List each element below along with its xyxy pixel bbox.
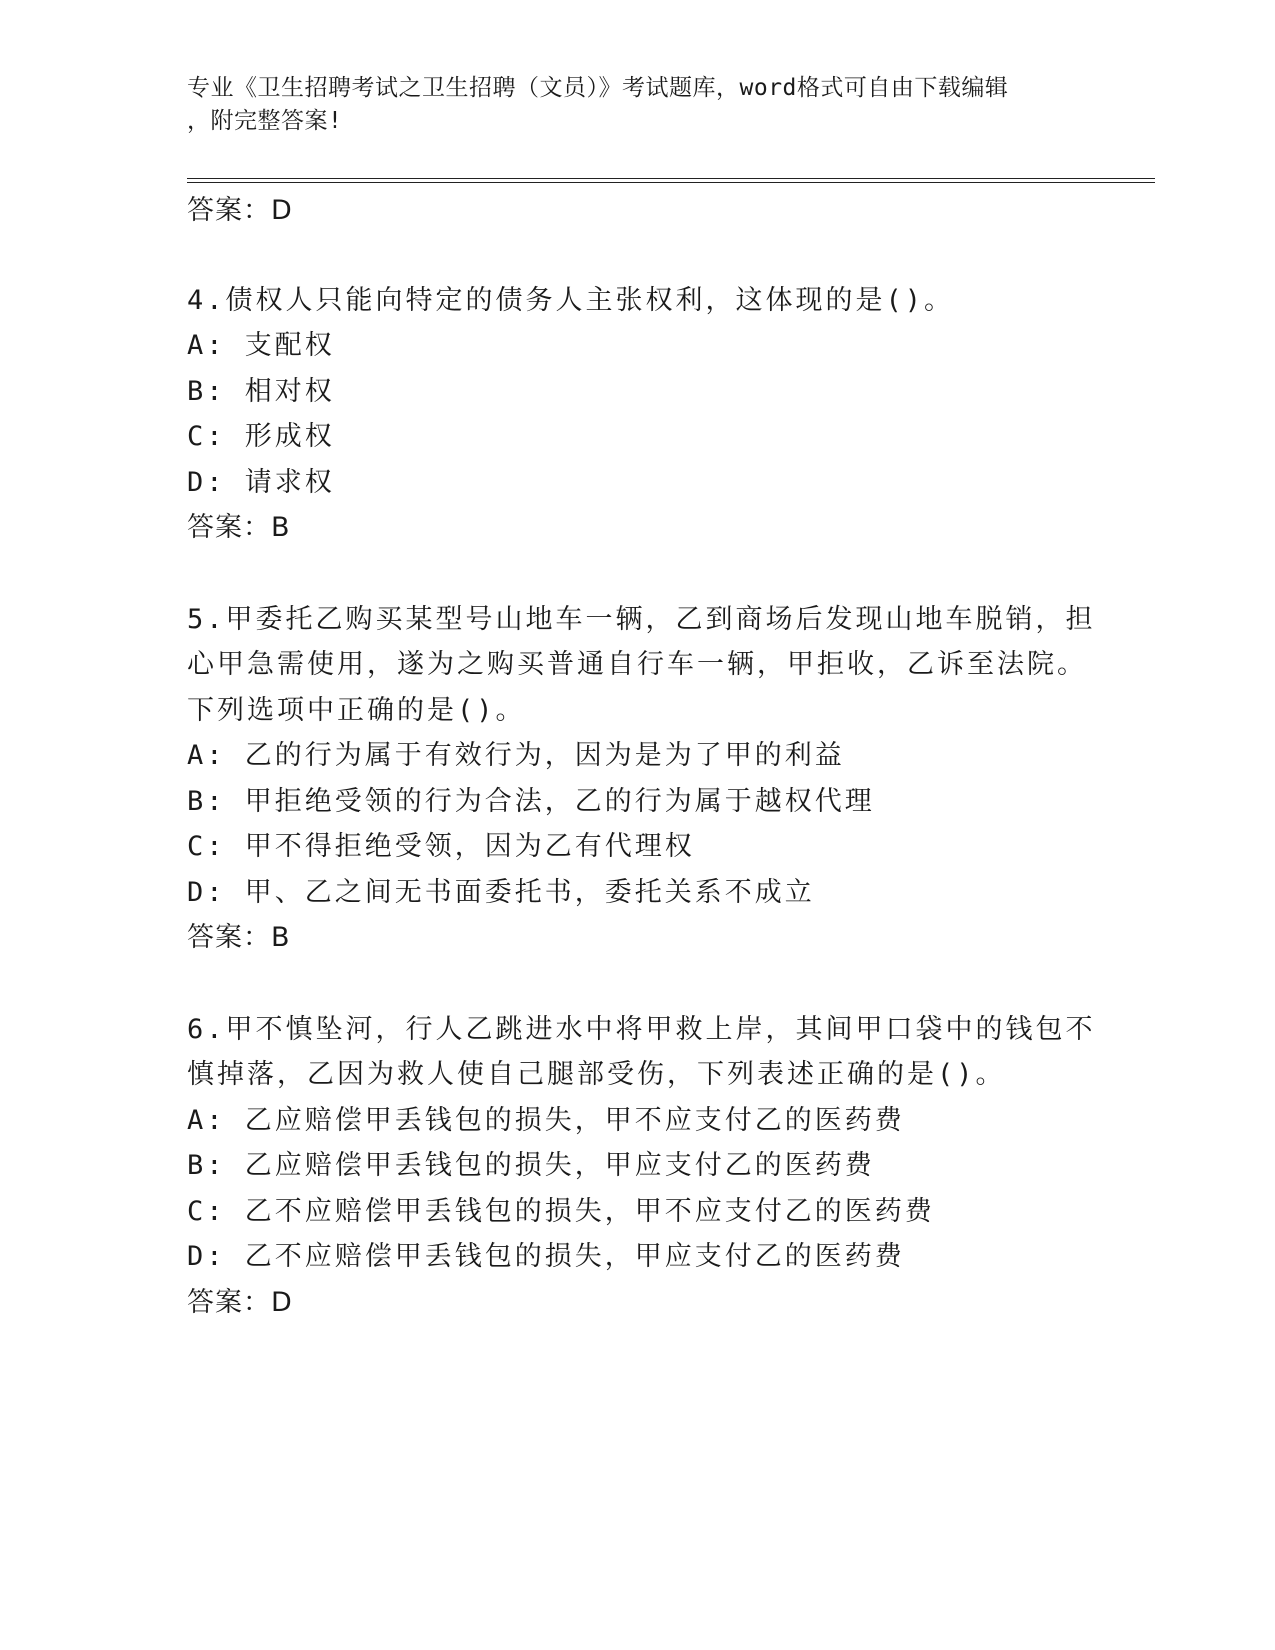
question-5 [187,597,1096,961]
question-stem: 5.甲委托乙购买某型号山地车一辆，乙到商场后发现山地车脱销，担 [187,603,1096,635]
spacer [187,961,1087,1007]
question-list [187,188,1096,1325]
option-b: B: 甲拒绝受领的行为合法，乙的行为属于越权代理 [187,785,875,817]
question-6 [187,1007,1096,1326]
option-b: B: 相对权 [187,375,335,407]
spacer [187,234,1087,278]
option-a: A: 乙的行为属于有效行为，因为是为了甲的利益 [187,740,845,771]
document-header [187,72,1067,138]
header-line-2: ，附完整答案! [187,108,343,134]
option-a: A: 支配权 [187,330,335,361]
question-stem: 4.债权人只能向特定的债务人主张权利，这体现的是()。 [187,284,955,316]
question-4 [187,278,1087,551]
question-stem: 心甲急需使用，遂为之购买普通自行车一辆，甲拒收，乙诉至法院。 [187,649,1087,680]
answer-line: 答案：B [187,922,291,953]
header-divider [187,178,1155,183]
question-stem: 下列选项中正确的是()。 [187,694,526,726]
option-d: D: 甲、乙之间无书面委托书，委托关系不成立 [187,876,815,908]
option-d: D: 乙不应赔偿甲丢钱包的损失，甲应支付乙的医药费 [187,1241,905,1272]
spacer [187,551,1087,597]
question-stem: 慎掉落，乙因为救人使自己腿部受伤，下列表述正确的是()。 [187,1059,1006,1090]
option-a: A: 乙应赔偿甲丢钱包的损失，甲不应支付乙的医药费 [187,1104,905,1136]
option-c: C: 乙不应赔偿甲丢钱包的损失，甲不应支付乙的医药费 [187,1195,935,1227]
option-c: C: 形成权 [187,421,335,452]
answer-line: 答案：D [187,195,293,226]
option-c: C: 甲不得拒绝受领，因为乙有代理权 [187,831,695,862]
answer-line: 答案：B [187,512,291,543]
header-line-1: 专业《卫生招聘考试之卫生招聘（文员）》考试题库，word格式可自由下载编辑 [187,75,1009,101]
question-stem: 6.甲不慎坠河，行人乙跳进水中将甲救上岸，其间甲口袋中的钱包不 [187,1013,1096,1045]
option-b: B: 乙应赔偿甲丢钱包的损失，甲应支付乙的医药费 [187,1150,875,1181]
answer-line: 答案：D [187,1286,293,1318]
option-d: D: 请求权 [187,466,335,498]
